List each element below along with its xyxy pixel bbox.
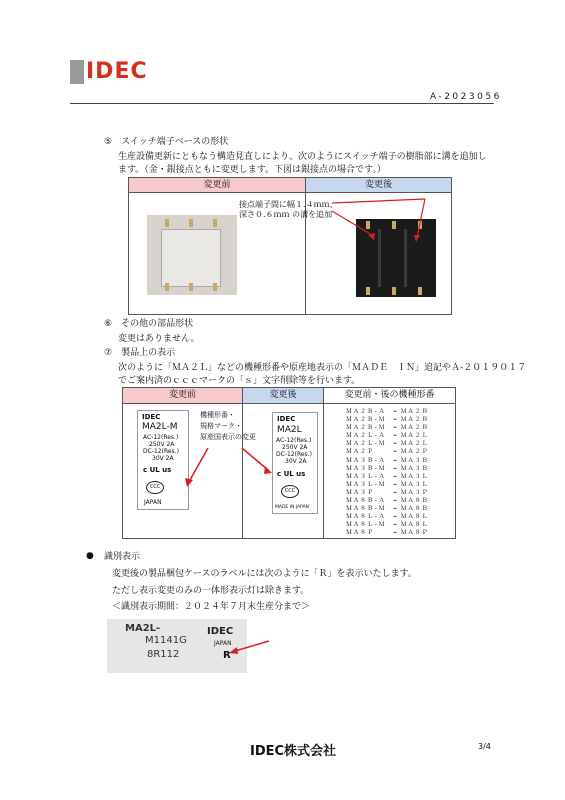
label-after-rating3: DC-12(Res.) [276,451,312,458]
label-after-model: MA2L [277,425,302,435]
model-after: ＭＡ２Ｂ [400,408,429,415]
model-map-row [346,529,429,537]
label-after-rating4: 30V 2A [285,458,307,465]
label-before-rating2: 250V 2A [149,441,175,448]
page-number: 3/4 [478,742,491,751]
section6-title: ⑥ その他の部品形状 [104,319,194,329]
model-map-row [346,505,429,513]
model-after: ＭＡ３Ｐ [400,488,429,496]
model-map-row [346,448,429,456]
arrow-right-icon: → [393,416,398,424]
logo-mark [70,60,84,84]
groove-annotation-line2: 深さ０.６ｍｍ の溝を追加 [239,210,333,219]
model-before: ＭＡ３Ｂ-Ｍ [346,464,386,472]
model-after: ＭＡ２Ｌ [400,432,429,440]
callout-line2: 規格マーク・ [200,422,242,430]
model-before: ＭＡ８Ｌ-Ｍ [346,521,386,529]
section7-body-line1: 次のように「ＭＡ２Ｌ」などの機種形番や原産地表示の「ＭＡＤＥ ＩＮ」追記やＡ-２０１９０１７ [118,363,527,373]
model-before: ＭＡ８Ｐ [346,529,375,537]
footer-company: IDEC株式会社 [250,744,337,759]
model-after: ＭＡ３Ｂ [400,464,429,472]
package-origin: JAPAN [214,640,232,647]
model-before: ＭＡ２Ｌ-Ｍ [346,440,386,448]
switch-base-before [161,229,221,287]
model-map-row [346,513,429,521]
model-before: ＭＡ３Ｐ [346,488,375,496]
model-map-row [346,481,429,489]
model-before: ＭＡ３Ｌ-Ｍ [346,480,386,488]
model-map-row [346,416,429,424]
label-after-rating1: AC-12(Res.) [276,437,312,444]
model-after: ＭＡ８Ｂ [400,505,429,513]
ul-mark-after: c UL us [277,470,306,478]
package-brand: IDEC [207,626,234,637]
arrow-right-icon: → [393,432,398,440]
model-map-row [346,440,429,448]
arrow-right-icon: → [393,464,398,472]
arrow-right-icon: → [393,472,398,480]
section7-header-before: 変更前 [122,387,243,404]
model-before: ＭＡ２Ｂ-Ａ [346,408,386,415]
identification-title: 識別表示 [104,552,141,562]
model-before: ＭＡ３Ｌ-Ａ [346,472,386,480]
arrow-right-icon: → [393,488,398,496]
label-before-origin: JAPAN [144,499,162,506]
label-change-arrows [180,440,280,500]
model-after: ＭＡ８Ｐ [400,529,429,537]
label-after-origin: MADE IN JAPAN [275,505,310,510]
label-before-brand: IDEC [142,413,161,421]
section7-header-models: 変更前・後の機種形番 [323,387,456,404]
model-map-row [346,489,429,497]
model-map-row [346,408,429,416]
header-divider [70,103,494,104]
arrow-right-icon: → [393,480,398,488]
model-after: ＭＡ３Ｂ [400,456,429,464]
section5-header-after: 変更後 [305,177,452,193]
model-mapping-list [346,408,429,538]
callout-line1: 機種形番・ [200,411,235,419]
model-after: ＭＡ８Ｌ [400,513,429,521]
section5-title: ⑤ スイッチ端子ベースの形状 [104,137,229,147]
arrow-right-icon: → [393,513,398,521]
model-after: ＭＡ２Ｌ [400,440,429,448]
label-after-brand: IDEC [277,415,296,423]
model-map-row [346,457,429,465]
model-before: ＭＡ８Ｂ-Ｍ [346,505,386,513]
model-before: ＭＡ２Ｂ-Ｍ [346,424,386,432]
model-after: ＭＡ２Ｂ [400,424,429,432]
model-map-row [346,473,429,481]
groove-annotation-line1: 接点端子間に幅１.４ｍｍ、 [239,200,338,209]
groove-arrows [330,195,440,245]
identification-line2: ただし表示変更のみの一体形表示灯は除きます。 [112,586,310,596]
section5-header-before: 変更前 [128,177,306,193]
arrow-right-icon: → [393,448,398,456]
model-map-row [346,521,429,529]
model-before: ＭＡ３Ｂ-Ａ [346,456,386,464]
arrow-right-icon: → [393,497,398,505]
model-after: ＭＡ２Ｂ [400,416,429,424]
section5-body-line2: ます。（金・銀接点ともに変更します。下図は銀接点の場合です。） [118,165,386,175]
label-before-model: MA2L-M [142,422,178,432]
r-mark: R [223,650,231,661]
identification-line3: ＜識別表示期間：２０２４年７月末生産分まで＞ [112,602,311,612]
section7-title: ⑦ 製品上の表示 [104,348,176,358]
model-after: ＭＡ３Ｌ [400,480,429,488]
identification-line1: 変更後の製品梱包ケースのラベルには次のように「Ｒ」を表示いたします。 [112,569,417,579]
arrow-right-icon: → [393,456,398,464]
model-after: ＭＡ２Ｐ [400,448,429,456]
model-after: ＭＡ８Ｌ [400,521,429,529]
arrow-right-icon: → [393,529,398,537]
model-before: ＭＡ８Ｌ-Ａ [346,513,386,521]
model-before: ＭＡ２Ｌ-Ａ [346,432,386,440]
label-before-rating3: DC-12(Res.) [143,448,179,455]
model-after: ＭＡ８Ｂ [400,497,429,505]
ccc-mark-before: CCC [146,481,164,494]
arrow-right-icon: → [393,505,398,513]
section6-body: 変更はありません。 [118,334,200,344]
package-model-line3: 8R112 [147,649,180,660]
bullet-icon: ● [86,551,94,561]
model-map-row [346,424,429,432]
package-model-line2: M1141G [145,635,187,646]
package-model-line1: MA2L- [125,623,161,634]
label-before-rating4: 30V 2A [152,455,174,462]
section5-body-line1: 生産設備更新にともなう構造見直しにより、次のようにスイッチ端子の樹脂部に溝を追加し [118,152,487,162]
r-mark-arrow [225,638,275,658]
model-before: ＭＡ８Ｂ-Ａ [346,497,386,505]
switch-photo-before [147,215,237,295]
company-logo: IDEC [86,59,148,84]
model-map-row [346,497,429,505]
label-after-rating2: 250V 2A [282,444,308,451]
label-before-rating1: AC-12(Res.) [143,434,179,441]
arrow-right-icon: → [393,424,398,432]
label-change-callout [200,410,256,443]
model-after: ＭＡ３Ｌ [400,472,429,480]
document-number: A-2023056 [430,92,502,102]
arrow-right-icon: → [393,440,398,448]
callout-line3: 原産国表示の変更 [200,433,256,441]
arrow-right-icon: → [393,521,398,529]
model-map-row [346,432,429,440]
section7-body-line2: でご案内済のｃｃｃマークの「ｓ」文字削除等を行います。 [118,376,361,386]
model-map-row [346,465,429,473]
product-label-after [272,412,318,514]
model-before: ＭＡ２Ｐ [346,448,375,456]
section7-header-after: 変更後 [242,387,324,404]
ul-mark-before: c UL us [143,466,172,474]
ccc-mark-after: CCC [281,485,299,498]
arrow-right-icon: → [393,408,398,415]
section7-cell-models [323,403,456,539]
model-before: ＭＡ２Ｂ-Ｍ [346,416,386,424]
